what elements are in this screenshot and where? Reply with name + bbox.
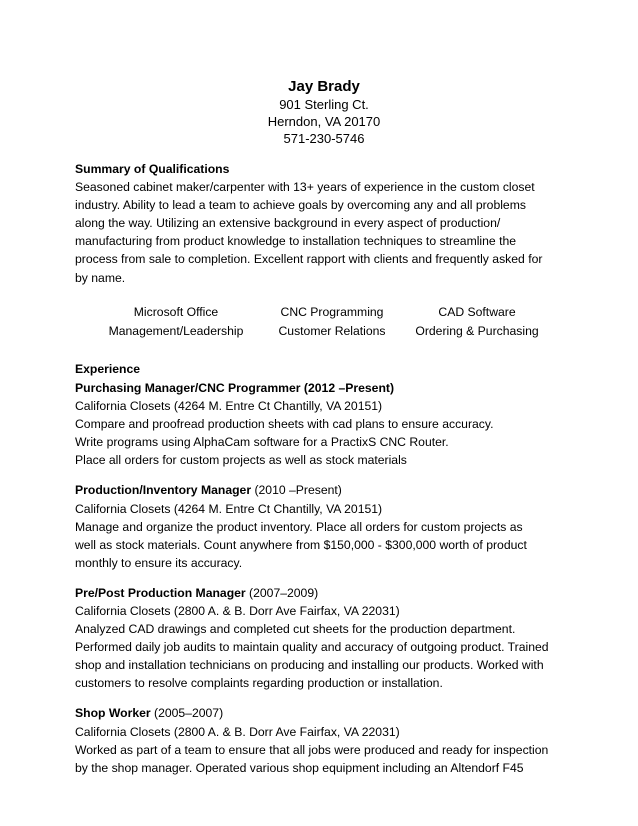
job-duty-line: Place all orders for custom projects as well as stock materials (75, 453, 407, 468)
job-company: California Closets (4264 M. Entre Ct Chantilly, VA 20151) (75, 501, 383, 516)
skill-item: Microsoft Office (133, 304, 219, 319)
job-duty-line: shop and installation technicians on producing and installing our products. Worked with (75, 658, 544, 673)
job-duty-line: Compare and proofread production sheets with cad plans to ensure accuracy. (75, 417, 494, 432)
job-company: California Closets (2800 A. & B. Dorr Ave Fairfax, VA 22031) (75, 603, 400, 618)
job-duty-line: by the shop manager. Operated various shop equipment including an Altendorf F45 (75, 760, 524, 775)
job-title-line (75, 704, 565, 722)
job-title-line (75, 584, 565, 602)
job-title: Production/Inventory Manager (75, 483, 252, 498)
job-duty-line: customers to resolve complaints regarding production or installation. (75, 676, 443, 691)
job-duty-line: Write programs using AlphaCam software for a PractixS CNC Router. (75, 435, 449, 450)
job-entry (75, 481, 565, 571)
job-duty-line: monthly to ensure its accuracy. (75, 555, 243, 570)
summary-line: process from sale to completion. Excellent rapport with clients and frequently asked for (75, 252, 543, 267)
job-title-line (75, 481, 565, 499)
job-duty-line: Performed daily job audits to maintain quality and accuracy of outgoing product. Trained (75, 640, 549, 655)
summary-section (75, 160, 565, 340)
job-dates: (2005–2007) (154, 706, 224, 721)
job-company: California Closets (4264 M. Entre Ct Chantilly, VA 20151) (75, 399, 383, 414)
job-duty-line: Manage and organize the product inventory. Place all orders for custom projects as (75, 519, 523, 534)
skill-item: Customer Relations (278, 323, 386, 338)
summary-heading: Summary of Qualifications (75, 162, 230, 176)
skills-grid (75, 303, 565, 340)
job-entry (75, 704, 565, 776)
job-entry (75, 584, 565, 693)
summary-line: along the way. Utilizing an extensive background in every aspect of production/ (75, 216, 501, 231)
experience-section (75, 360, 565, 777)
summary-paragraph (75, 178, 565, 287)
job-title: Pre/Post Production Manager (75, 585, 246, 600)
skill-item: Management/Leadership (108, 323, 244, 338)
phone-number: 571-230-5746 (283, 131, 365, 146)
job-entry (75, 379, 565, 469)
job-duty-line: Worked as part of a team to ensure that all jobs were produced and ready for inspection (75, 742, 549, 757)
job-duty-line: Analyzed CAD drawings and completed cut sheets for the production department. (75, 622, 516, 637)
applicant-name: Jay Brady (288, 78, 360, 95)
job-company: California Closets (2800 A. & B. Dorr Ave Fairfax, VA 22031) (75, 724, 400, 739)
skill-item: Ordering & Purchasing (415, 323, 539, 338)
experience-heading: Experience (75, 361, 141, 376)
skill-item: CNC Programming (280, 304, 384, 319)
job-dates: (2007–2009) (249, 585, 319, 600)
contact-header (0, 77, 638, 147)
job-title-line (75, 379, 565, 397)
job-duty-line: well as stock materials. Count anywhere from $150,000 - $300,000 worth of product (75, 537, 527, 552)
job-title: Shop Worker (75, 706, 151, 721)
summary-line: Seasoned cabinet maker/carpenter with 13+ years of experience in the custom closet (75, 180, 535, 195)
skill-item: CAD Software (438, 304, 516, 319)
summary-line: by name. (75, 270, 126, 285)
city-state-zip: Herndon, VA 20170 (267, 114, 381, 129)
summary-line: industry. Ability to lead a team to achieve goals by overcoming any and all problems (75, 198, 526, 213)
resume-body (75, 160, 565, 777)
job-dates: (2012 –Present) (303, 380, 395, 395)
summary-line: manufacturing from product knowledge to installation techniques to streamline the (75, 234, 517, 249)
job-title: Purchasing Manager/CNC Programmer (75, 380, 301, 395)
street-address: 901 Sterling Ct. (279, 97, 369, 112)
job-dates: (2010 –Present) (254, 483, 342, 498)
